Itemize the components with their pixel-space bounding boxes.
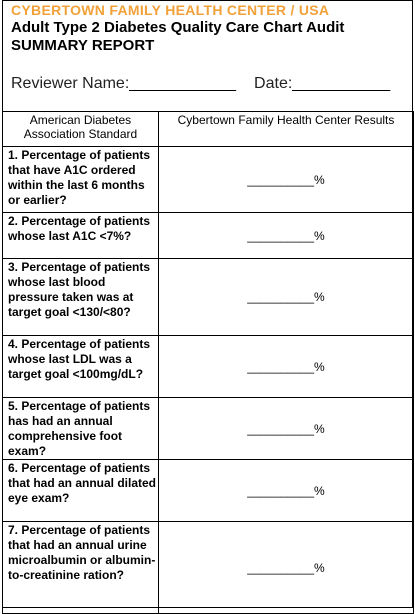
result-cell[interactable]: __________% <box>159 336 414 398</box>
audit-table <box>2 111 414 614</box>
standard-column-header: American Diabetes Association Standard <box>3 112 159 147</box>
organization-name: CYBERTOWN FAMILY HEALTH CENTER / USA <box>11 2 330 18</box>
reviewer-name-blank[interactable]: ____________ <box>129 75 237 92</box>
form-title: Adult Type 2 Diabetes Quality Care Chart Audit <box>11 19 345 36</box>
table-header-row <box>3 112 414 147</box>
result-cell[interactable]: __________% <box>159 147 414 213</box>
table-row <box>3 259 414 336</box>
standard-cell: 6. Percentage of patients that had an annual dilated eye exam? <box>3 460 159 522</box>
standard-cell: 1. Percentage of patients that have A1C ordered within the last 6 months or earlier? <box>3 147 159 213</box>
date-label: Date: <box>254 75 293 92</box>
table-row <box>3 522 414 614</box>
audit-form <box>2 0 413 608</box>
table-row <box>3 147 414 213</box>
standard-cell: 2. Percentage of patients whose last A1C <7%? <box>3 213 159 259</box>
result-cell[interactable]: __________% <box>159 259 414 336</box>
result-cell[interactable]: __________% <box>159 460 414 522</box>
standard-cell: 3. Percentage of patients whose last blood pressure taken was at target goal <130/<80? <box>3 259 159 336</box>
table-row <box>3 213 414 259</box>
results-column-header: Cybertown Family Health Center Results <box>159 112 414 147</box>
standard-cell: 4. Percentage of patients whose last LDL was a target goal <100mg/dL? <box>3 336 159 398</box>
reviewer-name-label: Reviewer Name: <box>11 75 130 92</box>
result-cell[interactable]: __________% <box>159 398 414 460</box>
standard-cell: 5. Percentage of patients has had an annual comprehensive foot exam? <box>3 398 159 460</box>
table-row <box>3 398 414 460</box>
table-row <box>3 460 414 522</box>
result-cell[interactable]: __________% <box>159 213 414 259</box>
table-row <box>3 336 414 398</box>
reviewer-row <box>3 75 412 101</box>
standard-cell: 7. Percentage of patients that had an annual urine microalbumin or albumin-to-creatinine ration? <box>3 522 159 614</box>
date-blank[interactable]: ___________ <box>292 75 391 92</box>
result-cell[interactable]: __________% <box>159 522 414 614</box>
form-subtitle: SUMMARY REPORT <box>11 37 155 54</box>
